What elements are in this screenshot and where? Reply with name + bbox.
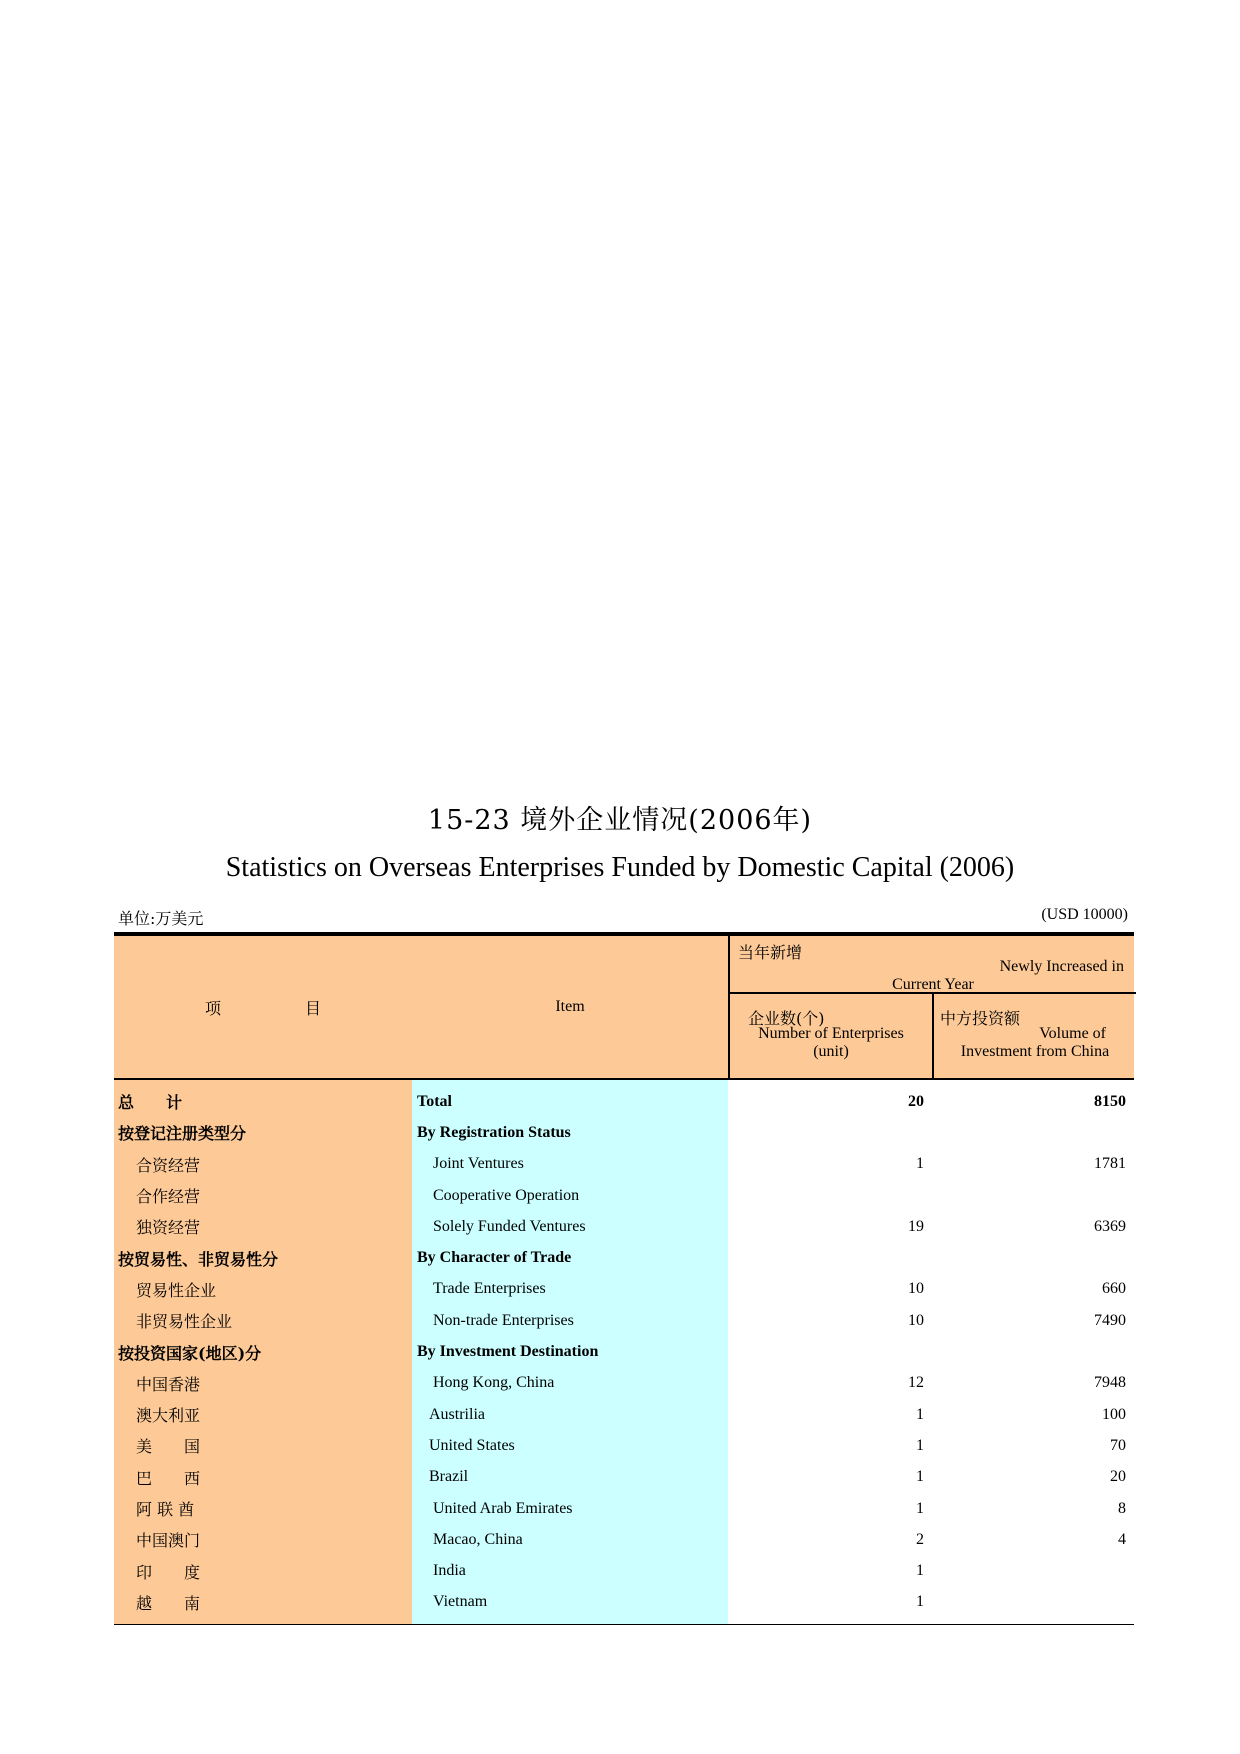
row-investment (932, 1555, 1134, 1586)
row-enterprises: 10 (908, 1311, 924, 1329)
row-enterprises (728, 1117, 932, 1148)
row-cn: 中国香港 (114, 1368, 412, 1399)
row-en: United States (412, 1430, 728, 1461)
table-body-spacer (114, 1618, 1134, 1624)
header-group-newly-increased (730, 936, 1136, 994)
row-cn: 按投资国家(地区)分 (114, 1336, 412, 1367)
row-cn: 澳大利亚 (114, 1399, 412, 1430)
header-col1-cn: 企业数(个) (748, 1009, 825, 1028)
header-group-cn: 当年新增 (738, 943, 803, 962)
row-en: Joint Ventures (412, 1149, 728, 1180)
table-body (114, 1080, 1134, 1624)
row-enterprises: 1 (916, 1562, 924, 1580)
row-enterprises: 19 (908, 1217, 924, 1235)
row-investment: 7948 (1094, 1374, 1126, 1392)
row-enterprises (728, 1242, 932, 1273)
header-item-cn-b: 目 (305, 998, 322, 1018)
table-row (114, 1524, 1134, 1555)
table-row-section (114, 1242, 1134, 1273)
row-en: Vietnam (412, 1587, 728, 1618)
row-cn: 按贸易性、非贸易性分 (114, 1242, 412, 1273)
row-cn: 美 国 (114, 1430, 412, 1461)
row-investment: 7490 (1094, 1311, 1126, 1329)
row-en: Brazil (412, 1462, 728, 1493)
row-investment (932, 1242, 1134, 1273)
row-en: Non-trade Enterprises (412, 1305, 728, 1336)
row-cn: 越 南 (114, 1587, 412, 1618)
row-cn: 合资经营 (114, 1149, 412, 1180)
table-row (114, 1211, 1134, 1242)
row-cn: 按登记注册类型分 (114, 1117, 412, 1148)
row-enterprises: 2 (916, 1530, 924, 1548)
row-cn: 阿 联 酋 (114, 1493, 412, 1524)
row-cn: 独资经营 (114, 1211, 412, 1242)
table-row-section (114, 1117, 1134, 1148)
table-row (114, 1555, 1134, 1586)
row-enterprises: 1 (916, 1499, 924, 1517)
row-enterprises (728, 1336, 932, 1367)
row-enterprises: 1 (916, 1405, 924, 1423)
row-en: Hong Kong, China (412, 1368, 728, 1399)
row-investment: 4 (1118, 1530, 1126, 1548)
row-cn: 印 度 (114, 1555, 412, 1586)
table-row-section (114, 1336, 1134, 1367)
row-investment: 100 (1102, 1405, 1126, 1423)
row-enterprises: 1 (916, 1436, 924, 1454)
table-row (114, 1462, 1134, 1493)
table-row (114, 1149, 1134, 1180)
header-col2-cn: 中方投资额 (940, 1009, 1021, 1028)
row-en: Solely Funded Ventures (412, 1211, 728, 1242)
unit-label-en: (USD 10000) (1041, 906, 1128, 923)
row-enterprises: 10 (908, 1280, 924, 1298)
header-col2-en-line2: Investment from China (960, 1043, 1110, 1060)
row-investment (932, 1180, 1134, 1211)
table-row (114, 1430, 1134, 1461)
header-col-enterprises (730, 994, 934, 1078)
row-en: Macao, China (412, 1524, 728, 1555)
header-col1-en-line2: (unit) (813, 1043, 849, 1060)
header-item-cn (114, 936, 412, 1078)
row-enterprises: 1 (916, 1468, 924, 1486)
row-investment (932, 1336, 1134, 1367)
row-investment: 20 (1110, 1468, 1126, 1486)
table-header (114, 936, 1134, 1078)
page-title-en: Statistics on Overseas Enterprises Funded by Domestic Capital (2006) (225, 852, 1015, 883)
header-col2-en-line1: Volume of (1039, 1025, 1106, 1042)
row-en: Trade Enterprises (412, 1274, 728, 1305)
row-en: United Arab Emirates (412, 1493, 728, 1524)
row-investment: 70 (1110, 1436, 1126, 1454)
row-enterprises: 1 (916, 1155, 924, 1173)
row-cn: 巴 西 (114, 1462, 412, 1493)
header-values (728, 936, 1136, 1078)
row-en: By Registration Status (412, 1117, 728, 1148)
row-investment (932, 1117, 1134, 1148)
row-investment: 660 (1102, 1280, 1126, 1298)
row-investment: 8 (1118, 1499, 1126, 1517)
header-col-investment (934, 994, 1136, 1078)
header-group-en-line2: Current Year (892, 976, 974, 993)
row-en: By Investment Destination (412, 1336, 728, 1367)
row-en: Cooperative Operation (412, 1180, 728, 1211)
row-investment: 1781 (1094, 1155, 1126, 1173)
row-cn: 中国澳门 (114, 1524, 412, 1555)
row-en: Total (412, 1086, 728, 1117)
table-row (114, 1493, 1134, 1524)
header-group-en-line1: Newly Increased in (999, 958, 1124, 975)
row-cn: 合作经营 (114, 1180, 412, 1211)
row-enterprises: 20 (908, 1092, 924, 1110)
header-item-cn-a: 项 (204, 998, 221, 1018)
table-bottom-rule (114, 1624, 1134, 1625)
table-row (114, 1368, 1134, 1399)
row-en: India (412, 1555, 728, 1586)
unit-label-cn: 单位:万美元 (118, 909, 204, 928)
header-col1-en-line1: Number of Enterprises (758, 1025, 904, 1042)
row-en: By Character of Trade (412, 1242, 728, 1273)
row-enterprises: 1 (916, 1593, 924, 1611)
table-row (114, 1180, 1134, 1211)
row-investment (932, 1587, 1134, 1618)
row-cn: 非贸易性企业 (114, 1305, 412, 1336)
row-investment: 6369 (1094, 1217, 1126, 1235)
row-enterprises (728, 1180, 932, 1211)
row-en: Austrilia (412, 1399, 728, 1430)
row-cn: 总 计 (114, 1086, 412, 1117)
table-row (114, 1587, 1134, 1618)
row-enterprises: 12 (908, 1374, 924, 1392)
row-investment: 8150 (1094, 1092, 1126, 1110)
row-cn: 贸易性企业 (114, 1274, 412, 1305)
header-item-en: Item (555, 998, 585, 1015)
statistics-table (114, 932, 1134, 1625)
table-row-total (114, 1086, 1134, 1117)
table-row (114, 1274, 1134, 1305)
page-title-cn: 15-23 境外企业情况(2006年) (427, 805, 813, 836)
table-row (114, 1305, 1134, 1336)
table-row (114, 1399, 1134, 1430)
